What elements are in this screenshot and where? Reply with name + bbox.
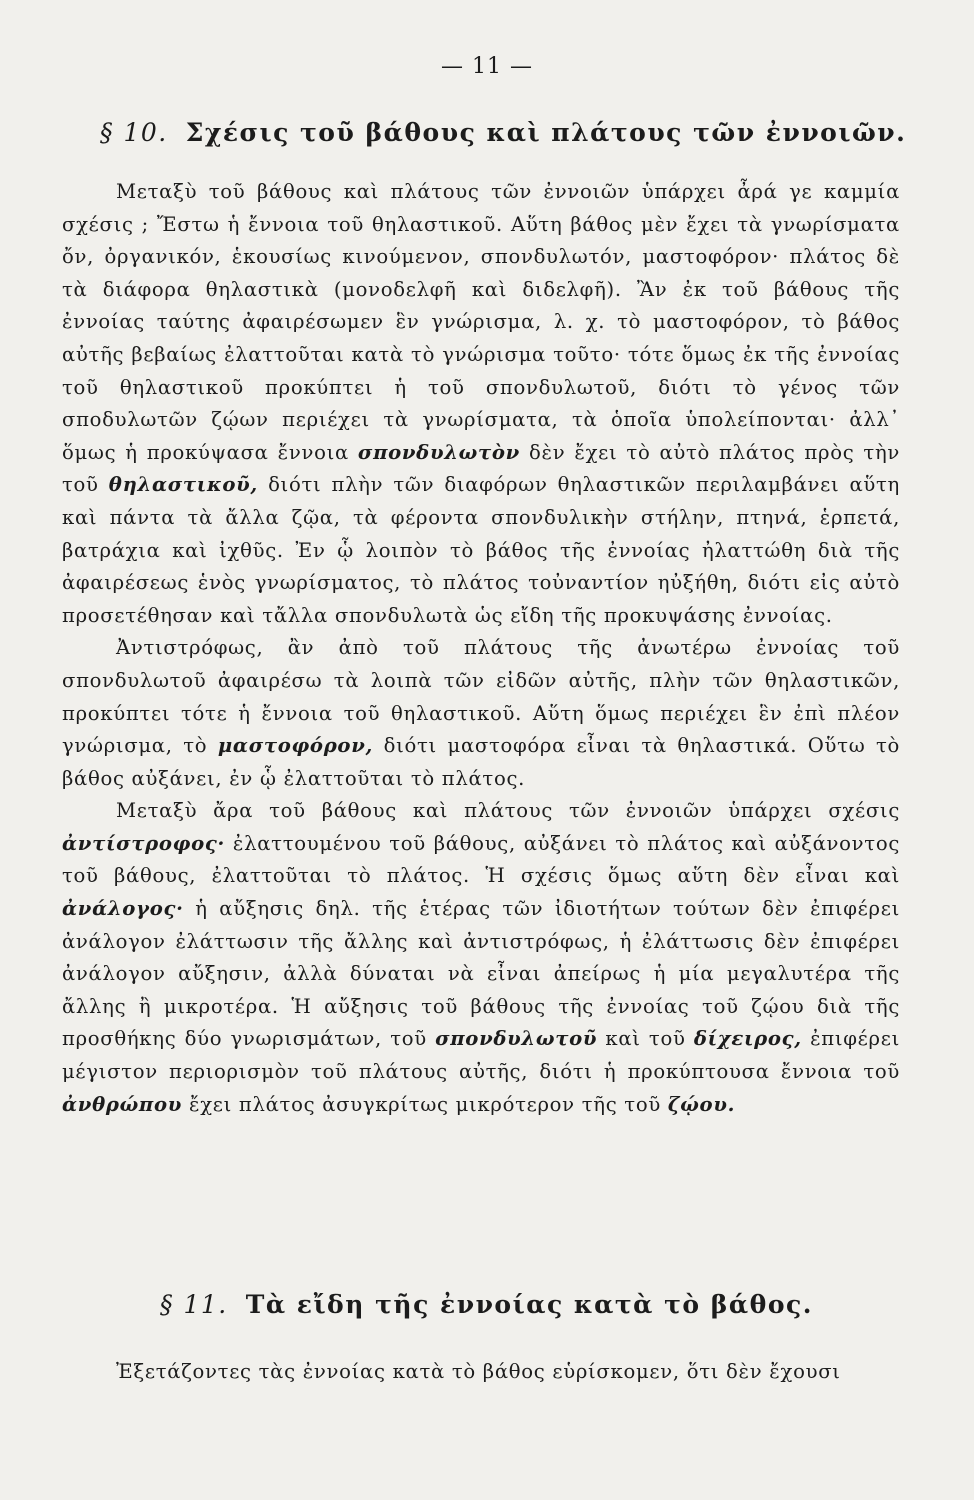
section-heading-11 xyxy=(160,1290,974,1319)
section-heading-10 xyxy=(100,118,920,147)
text-run: ἔχει πλάτος ἀσυγκρίτως μικρότερον τῆς τοῦ xyxy=(188,1092,661,1116)
text-run: Μεταξὺ τοῦ βάθους καὶ πλάτους τῶν ἐννοιῶν ὑπάρχει ἆρά γε καμμία σχέσις ; Ἔστω ἡ ἔννοια τοῦ θηλαστικοῦ. Αὕτη βάθος μὲν ἔχει τὰ γνωρίσματα ὄν, ὀργανικόν, ἑκουσίως κινούμενον, σπονδυλωτόν, μαστοφόρον· πλάτος δὲ τὰ διάφορα θηλαστικὰ (μονοδελφῆ καὶ διδελφῆ). Ἂν ἐκ τοῦ βάθους τῆς ἐννοίας ταύτης ἀφαιρέσωμεν ἓν γνώρισμα, λ. χ. τὸ μαστοφόρον, τὸ βάθος αὐτῆς βεβαίως ἐλαττοῦται κατὰ τὸ γνώρισμα τοῦτο· τότε ὅμως ἐκ τῆς ἐννοίας τοῦ θηλαστικοῦ προκύπτει ἡ τοῦ σπονδυλωτοῦ, διότι τὸ γένος τῶν σποδυλωτῶν ζῴων περιέχει τὰ γνωρίσματα, τὰ ὁποῖα ὑπολείπονται· ἀλλ᾽ ὅμως ἡ προκύψασα ἔννοια xyxy=(62,180,900,464)
emphasis: ἀνάλογος· xyxy=(62,897,184,921)
section-number: § 10. xyxy=(100,118,168,147)
paragraph-4 xyxy=(62,1356,900,1389)
text-run: δὲν ἔχει τὸ αὐτὸ πλάτος πρὸς τὴν τοῦ xyxy=(62,440,900,497)
text-run: ἐλαττουμένου τοῦ βάθους, αὐξάνει τὸ πλάτος καὶ αὐξάνοντος τοῦ βάθους, ἐλαττοῦται τὸ πλάτος. Ἡ σχέσις ὅμως αὕτη δὲν εἶναι καὶ xyxy=(62,831,900,888)
text-run: ἡ αὔξησις δηλ. τῆς ἑτέρας τῶν ἰδιοτήτων τούτων δὲν ἐπιφέρει ἀνάλογον ἐλάττωσιν τῆς ἄλλης καὶ ἀντιστρόφως, ἡ ἐλάττωσις δὲν ἐπιφέρει ἀνάλογον αὔξησιν, ἀλλὰ δύναται νὰ εἶναι ἀπείρως ἡ μία μεγαλυτέρα τῆς ἄλλης ἢ μικροτέρα. Ἡ αὔξησις τοῦ βάθους τῆς ἐννοίας τοῦ ζῴου διὰ τῆς προσθήκης δύο γνωρισμάτων, τοῦ xyxy=(62,897,900,1051)
emphasis: θηλαστικοῦ, xyxy=(108,473,258,497)
paragraph-3 xyxy=(62,795,900,1121)
text-run: Ἀντιστρόφως, ἂν ἀπὸ τοῦ πλάτους τῆς ἀνωτέρω ἐννοίας τοῦ σπονδυλωτοῦ ἀφαιρέσω τὰ λοιπὰ τῶν εἰδῶν αὐτῆς, πλὴν τῶν θηλαστικῶν, προκύπτει τότε ἡ ἔννοια τοῦ θηλαστικοῦ. Αὕτη ὅμως περιέχει ἓν ἐπὶ πλέον γνώρισμα, τὸ xyxy=(62,636,900,758)
emphasis: σπονδυλωτὸν xyxy=(357,440,520,464)
section-10-body xyxy=(62,176,900,1121)
page-number: — 11 — xyxy=(441,54,533,79)
section-11-body xyxy=(62,1356,900,1389)
text-run: διότι μαστοφόρα εἶναι τὰ θηλαστικά. Οὕτω τὸ βάθος αὐξάνει, ἐν ᾧ ἐλαττοῦται τὸ πλάτος. xyxy=(62,734,900,790)
text-run: διότι πλὴν τῶν διαφόρων θηλαστικῶν περιλαμβάνει αὕτη καὶ πάντα τὰ ἄλλα ζῷα, τὰ φέροντα σπονδυλικὴν στήλην, πτηνά, ἑρπετά, βατράχια καὶ ἰχθῦς. Ἐν ᾧ λοιπὸν τὸ βάθος τῆς ἐννοίας ἠλαττώθη διὰ τῆς ἀφαιρέσεως ἑνὸς γνωρίσματος, τὸ πλάτος τοὐναντίον ηὐξήθη, διότι εἰς αὐτὸ προσετέθησαν καὶ τἄλλα σπονδυλωτὰ ὡς εἴδη τῆς προκυψάσης ἐννοίας. xyxy=(62,473,901,627)
section-title: Σχέσις τοῦ βάθους καὶ πλάτους τῶν ἐννοιῶν. xyxy=(185,118,907,147)
text-run: Ἐξετάζοντες τὰς ἐννοίας κατὰ τὸ βάθος εὑρίσκομεν, ὅτι δὲν ἔχουσι xyxy=(116,1360,841,1383)
text-run: Μεταξὺ ἄρα τοῦ βάθους καὶ πλάτους τῶν ἐννοιῶν ὑπάρχει σχέσις xyxy=(116,799,900,823)
paragraph-1 xyxy=(62,176,900,632)
emphasis: ἀντίστροφος· xyxy=(62,831,226,855)
section-number: § 11. xyxy=(160,1290,228,1319)
text-run: ἐπιφέρει μέγιστον περιορισμὸν τοῦ πλάτους αὐτῆς, διότι ἡ προκύπτουσα ἔννοια τοῦ xyxy=(62,1027,900,1084)
emphasis: ζῴου. xyxy=(667,1092,736,1116)
emphasis: ἀνθρώπου xyxy=(62,1092,183,1116)
paragraph-2 xyxy=(62,632,900,795)
text-run: καὶ τοῦ xyxy=(605,1027,686,1051)
section-title: Τὰ εἴδη τῆς ἐννοίας κατὰ τὸ βάθος. xyxy=(245,1290,813,1319)
emphasis: μαστοφόρον, xyxy=(217,734,374,758)
emphasis: σπονδυλωτοῦ xyxy=(435,1027,598,1051)
emphasis: δίχειρος, xyxy=(693,1027,802,1051)
